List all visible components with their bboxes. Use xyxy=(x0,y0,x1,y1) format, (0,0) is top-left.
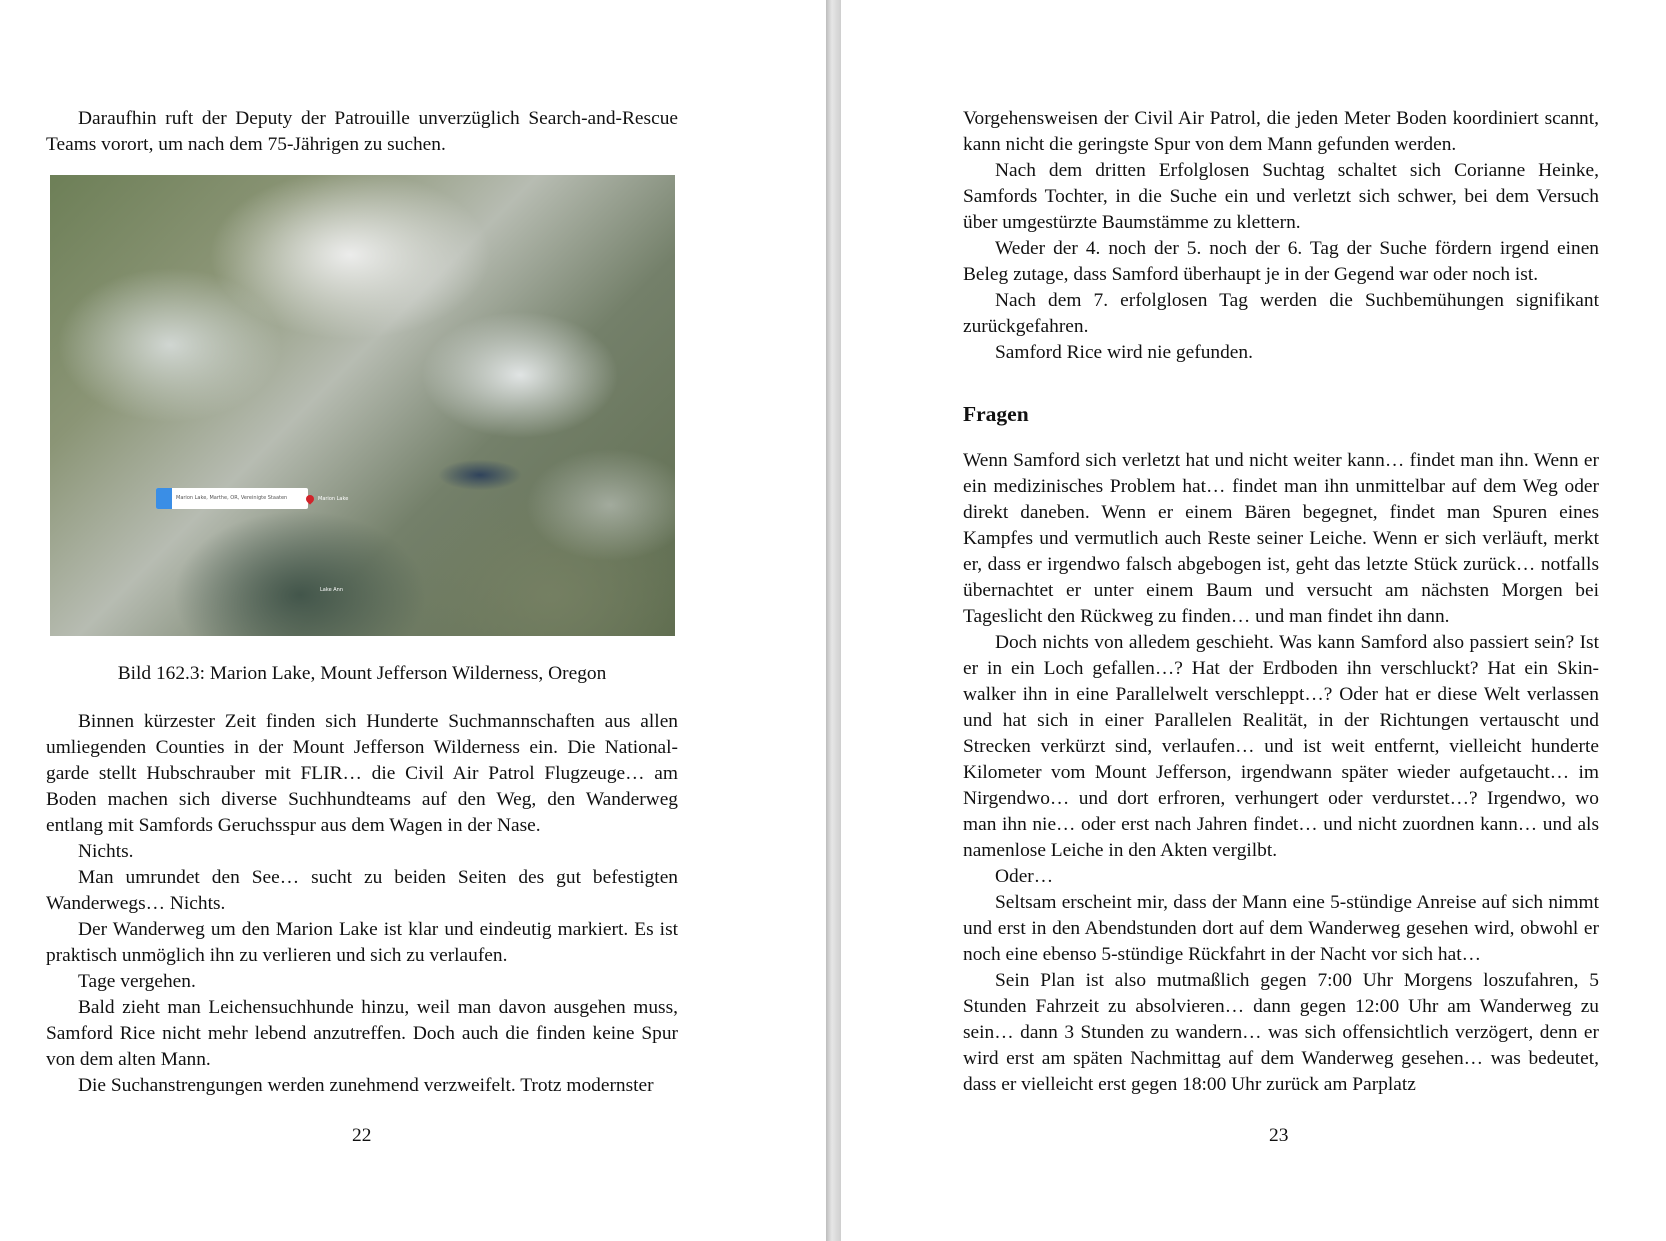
paragraph: Wenn Samford sich verletzt hat und nicht weiter kann… findet man ihn. Wenn er ein medizinisches Problem hat… findet man ihn unmittelbar auf dem Weg oder direkt daneben. Wenn er einem Bären begegnet, findet man Spuren eines Kampfes und vermutlich auch Reste seiner Leiche. Wenn er sich verläuft, merkt er, dass er irgendwo falsch abgebogen ist, geht das letzte Stück zurück… notfalls übernachtet er unter einem Baum und versucht am nächsten Morgen bei Tageslicht den Rückweg zu finden… und man findet ihn dann. xyxy=(963,450,1599,627)
paragraph: Samford Rice wird nie gefunden. xyxy=(995,342,1253,363)
map-location-label xyxy=(156,488,308,509)
left-page xyxy=(0,0,826,1241)
paragraph: Seltsam erscheint mir, dass der Mann eine 5-stündige Anreise auf sich nimmt und erst in den Abendstunden dort auf dem Wanderweg gesehen wird, obwohl er noch eine ebenso 5-stündige Rückfahrt in der Nacht vor sich hat… xyxy=(963,892,1599,965)
paragraph: Nichts. xyxy=(78,841,134,862)
page-number: 23 xyxy=(1269,1125,1289,1146)
left-body-text xyxy=(46,709,678,1099)
section-heading: Fragen xyxy=(963,402,1029,426)
right-top-text xyxy=(963,106,1599,366)
lake-label: Marion Lake xyxy=(318,496,349,502)
paragraph: Sein Plan ist also mutmaßlich gegen 7:00 Uhr Morgens loszufahren, 5 Stunden Fahrzeit zu absolvieren… dann gegen 12:00 Uhr am Wanderweg zu sein… dann 3 Stunden zu wandern… was sich offensichtlich verzögert, denn er wird erst am späten Nachmittag auf dem Wanderweg gesehen… was bedeutet, dass er vielleicht erst gegen 18:00 Uhr zurück am Parplatz xyxy=(963,970,1599,1095)
paragraph: Oder… xyxy=(995,866,1054,887)
figure-caption: Bild 162.3: Marion Lake, Mount Jefferson Wilderness, Oregon xyxy=(117,663,607,684)
paragraph: Tage vergehen. xyxy=(78,971,196,992)
book-spine-divider xyxy=(826,0,841,1241)
paragraph: Nach dem dritten Erfolglosen Suchtag schaltet sich Corianne Heinke, Samfords Tochter, in die Suche ein und verletzt sich schwer, bei dem Versuch über umgestürzte Baumstämme zu klettern. xyxy=(963,160,1599,233)
small-lake-label: Lake Ann xyxy=(320,587,343,593)
paragraph: Weder der 4. noch der 5. noch der 6. Tag der Suche fördern irgend einen Beleg zutage, dass Samford überhaupt je in der Gegend war oder noch ist. xyxy=(963,238,1599,285)
paragraph: Der Wanderweg um den Marion Lake ist klar und eindeutig markiert. Es ist praktisch unmöglich ihn zu verlieren und sich zu verlaufen. xyxy=(46,919,678,966)
map-location-text: Marion Lake, Marthe, OR, Vereinigte Staaten xyxy=(176,495,288,501)
paragraph: Nach dem 7. erfolglosen Tag werden die Suchbemühungen signifikant zurückgefahren. xyxy=(963,290,1599,337)
right-page xyxy=(841,0,1666,1241)
paragraph: Man umrundet den See… sucht zu beiden Seiten des gut befestigten Wanderwegs… Nichts. xyxy=(46,867,678,914)
paragraph: Vorgehensweisen der Civil Air Patrol, die jeden Meter Boden koordiniert scannt, kann nicht die geringste Spur von dem Mann gefunden werden. xyxy=(963,108,1599,155)
page-number: 22 xyxy=(352,1125,372,1146)
left-intro-text xyxy=(46,106,678,158)
paragraph: Daraufhin ruft der Deputy der Patrouille unverzüglich Search-and-Rescue Teams vorort, um nach dem 75-Jährigen zu suchen. xyxy=(46,108,678,155)
paragraph: Bald zieht man Leichensuchhunde hinzu, weil man davon ausgehen muss, Samford Rice nicht mehr lebend anzutreffen. Doch auch die finden keine Spur von dem alten Mann. xyxy=(46,997,678,1070)
right-body-text xyxy=(963,448,1599,1098)
satellite-map-image xyxy=(50,175,675,636)
paragraph: Doch nichts von alledem geschieht. Was kann Samford also passiert sein? Ist er in ein Loch gefallen…? Hat der Erdboden ihn verschluckt? Hat ein Skin-walker ihn in eine Parallelwelt verschleppt…? Oder hat er diese Welt verlassen und hat sich in einer Parallelen Realität, in der Richtungen vertauscht und Strecken verkürzt sind, verlaufen… und ist weit entfernt, vielleicht hunderte Kilometer vom Mount Jefferson, irgendwann später wieder aufgetaucht… im Nirgendwo… und dort erfroren, verhungert oder verdurstet…? Irgendwo, wo man ihn nie… oder erst nach Jahren findet… und nicht zuordnen kann… und als namenlose Leiche in den Akten vergilbt. xyxy=(963,632,1599,861)
car-icon xyxy=(156,488,172,509)
paragraph: Die Suchanstrengungen werden zunehmend verzweifelt. Trotz modernster xyxy=(78,1075,654,1096)
paragraph: Binnen kürzester Zeit finden sich Hunderte Suchmannschaften aus allen umliegenden Counties in der Mount Jefferson Wilderness ein. Die National-garde stellt Hubschrauber mit FLIR… die Civil Air Patrol Flugzeuge… am Boden machen sich diverse Suchhundteams auf den Weg, den Wanderweg entlang mit Samfords Geruchsspur aus dem Wagen in der Nase. xyxy=(46,711,678,836)
